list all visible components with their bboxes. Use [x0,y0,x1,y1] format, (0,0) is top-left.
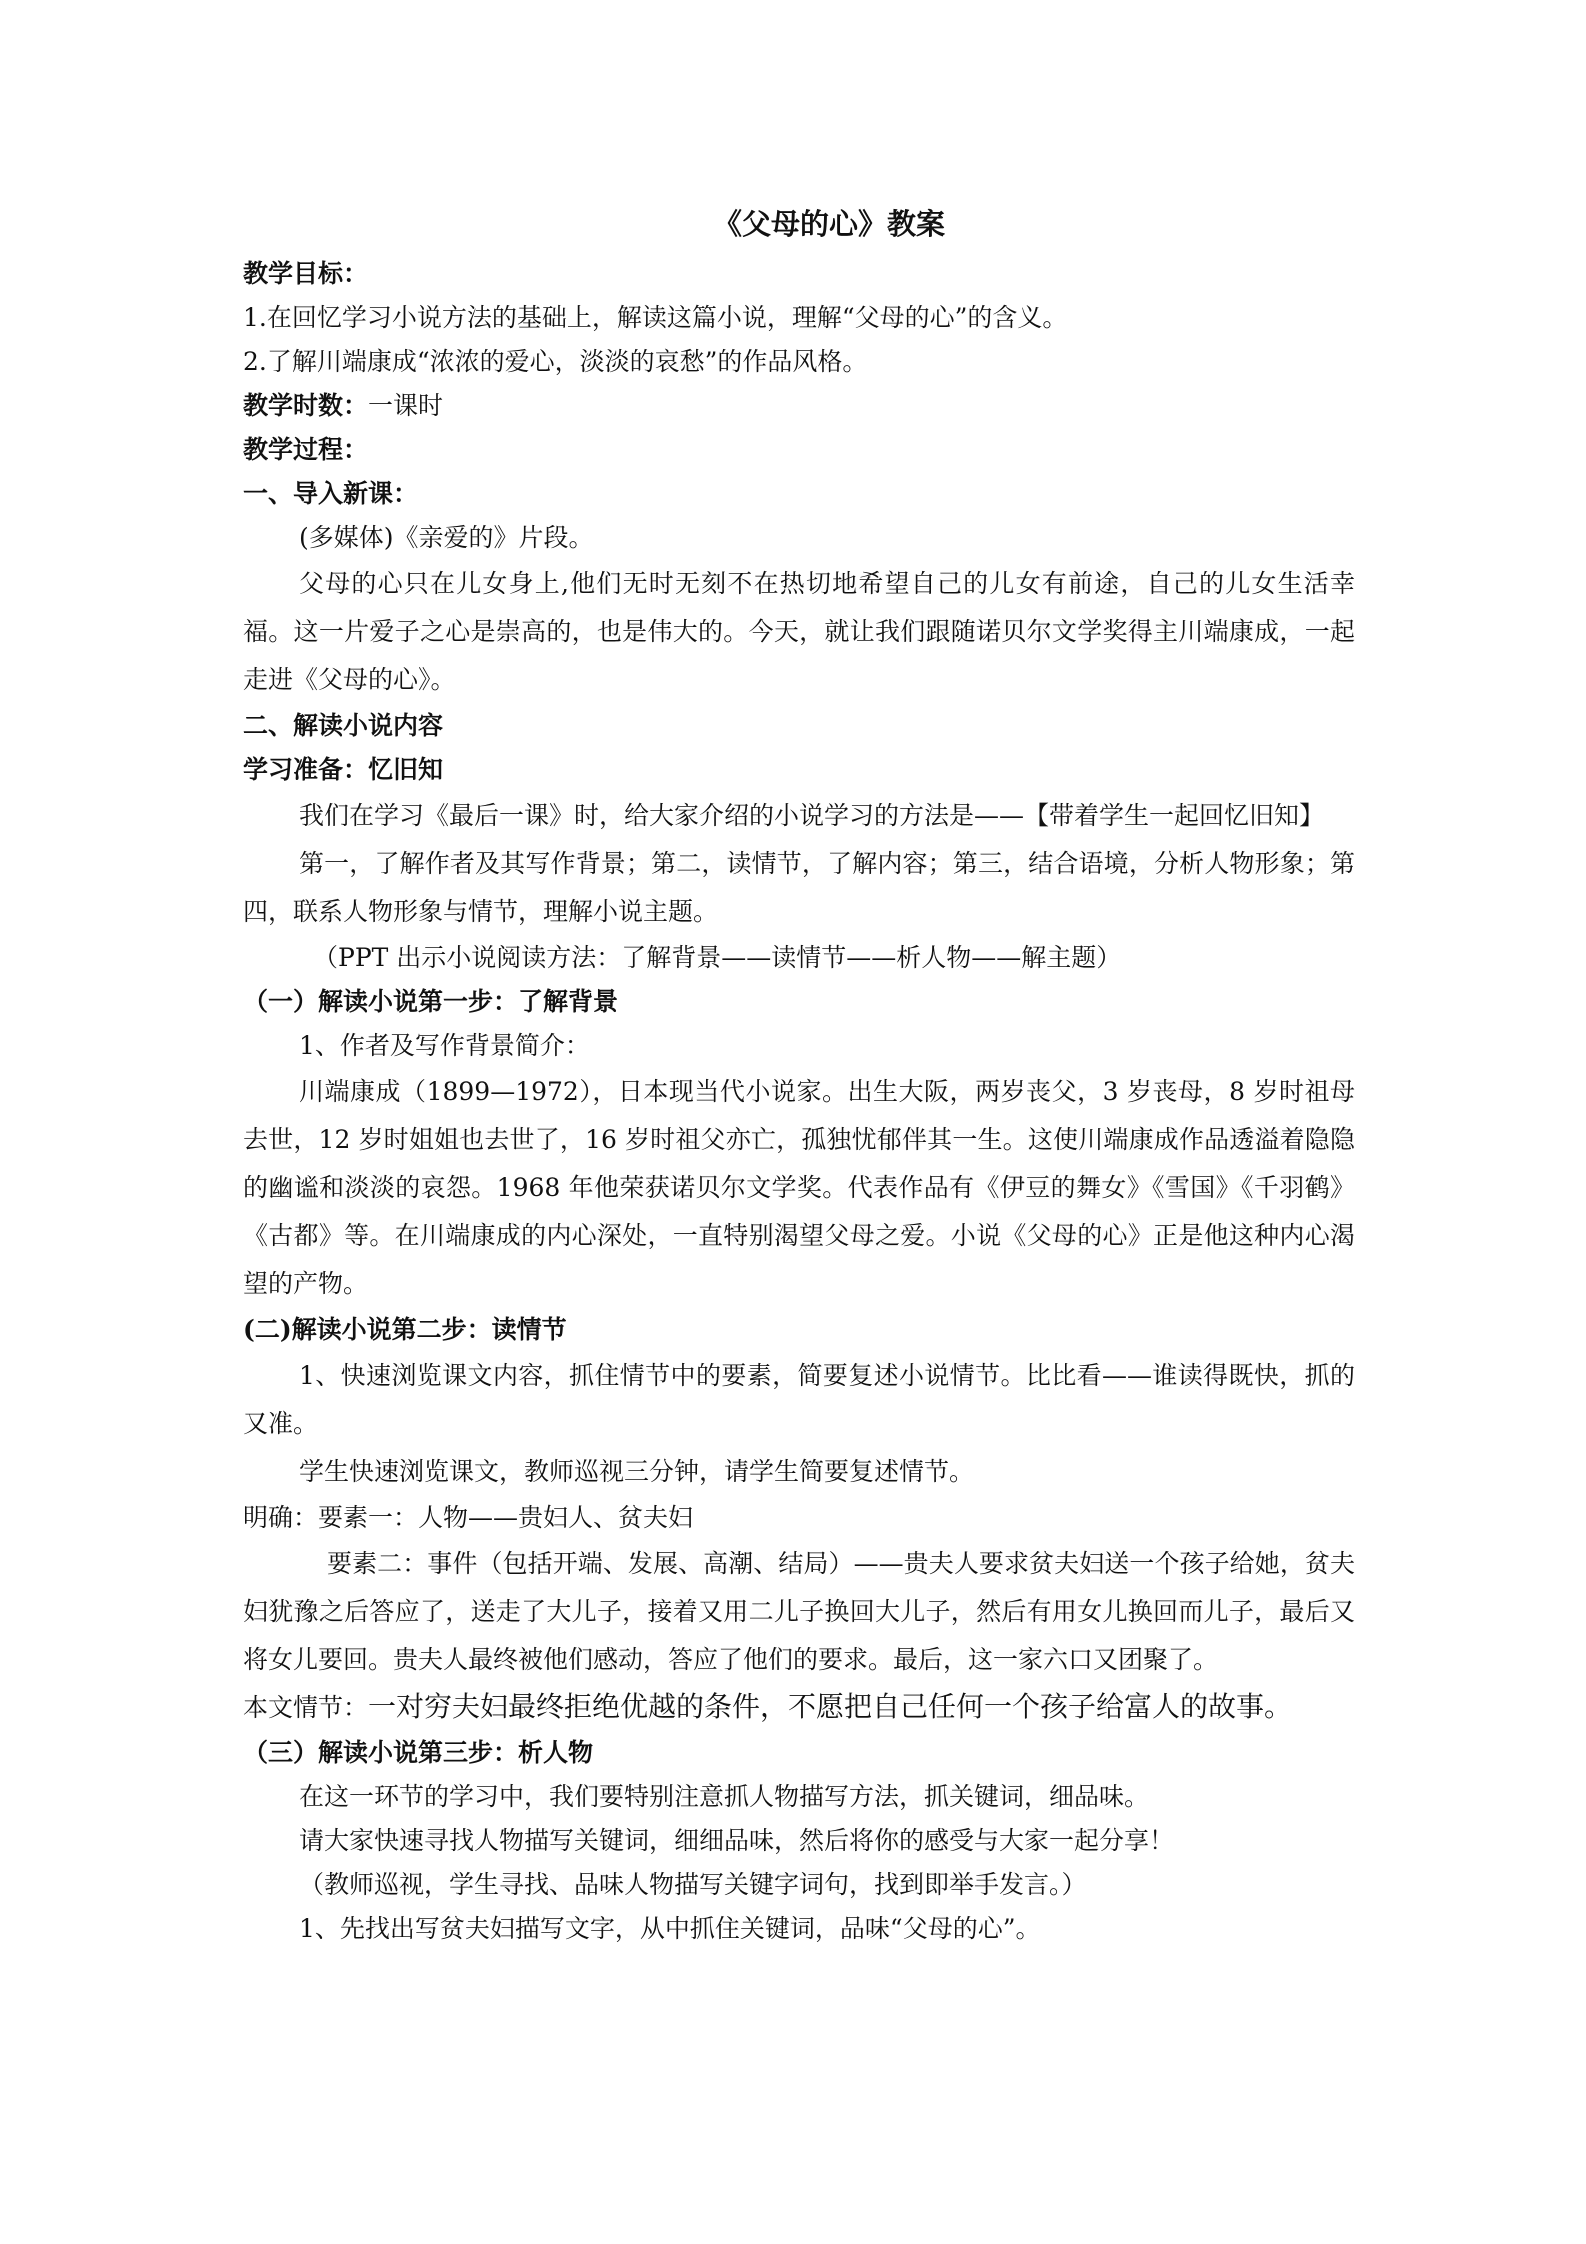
objective-1: 1.在回忆学习小说方法的基础上，解读这篇小说，理解“父母的心”的含义。 [243,303,1068,332]
clarify-line: 明确：要素一：人物——贵妇人、贫夫妇 [243,1503,694,1532]
hours-label: 教学时数： [243,391,369,420]
plot-summary [243,1684,1355,1731]
ppt-line: （PPT 出示小说阅读方法：了解背景——读情节——析人物——解主题） [313,943,1122,972]
prep-paragraph-2: 第一，了解作者及其写作背景；第二，读情节，了解内容；第三，结合语境，分析人物形象；第四，联系人物形象与情节，理解小说主题。 [243,849,1355,926]
plot-label: 本文情节： [243,1693,369,1722]
document-page [243,200,1355,1951]
page-title: 《父母的心》教案 [712,207,945,241]
section-2-heading: 二、解读小说内容 [243,711,444,740]
step-1-paragraph: 川端康成（1899—1972），日本现当代小说家。出生大阪，两岁丧父，3 岁丧母，8 岁时祖母去世，12 岁时姐姐也去世了，16 岁时祖父亦亡，孤独忧郁伴其一生。这使川端康成作品透溢着隐隐的幽谧和淡淡的哀怨。1968 年他荣获诺贝尔文学奖。代表作品有《伊豆的舞女》《雪国》《千羽鹤》《古都》等。在川端康成的内心深处，一直特别渴望父母之爱。小说《父母的心》正是他这种内心渴望的产物。 [243,1077,1355,1298]
step-3-paragraph-3: （教师巡视，学生寻找、品味人物描写关键字词句，找到即举手发言。） [299,1870,1087,1899]
step-3-paragraph-1: 在这一环节的学习中，我们要特别注意抓人物描写方法，抓关键词，细品味。 [299,1782,1150,1811]
section-1-media: (多媒体)《亲爱的》片段。 [299,523,594,552]
process-heading: 教学过程： [243,435,369,464]
section-1-heading: 一、导入新课： [243,479,419,508]
prep-paragraph-1: 我们在学习《最后一课》时，给大家介绍的小说学习的方法是——【带着学生一起回忆旧知】 [299,801,1325,830]
plot-text: 一对穷夫妇最终拒绝优越的条件，不愿把自己任何一个孩子给富人的故事。 [368,1690,1293,1723]
step-1-subheading: 1、作者及写作背景简介： [299,1031,590,1060]
step-2-paragraph-1: 1、快速浏览课文内容，抓住情节中的要素，简要复述小说情节。比比看——谁读得既快，抓的又准。 [243,1361,1355,1438]
section-1-paragraph: 父母的心只在儿女身上,他们无时无刻不在热切地希望自己的儿女有前途，自己的儿女生活幸福。这一片爱子之心是崇高的，也是伟大的。今天，就让我们跟随诺贝尔文学奖得主川端康成，一起走进《父母的心》。 [243,569,1355,694]
step-1-heading: （一）解读小说第一步：了解背景 [243,987,619,1016]
step-3-paragraph-4: 1、先找出写贫夫妇描写文字，从中抓住关键词，品味“父母的心”。 [299,1914,1041,1943]
prep-heading: 学习准备：忆旧知 [243,755,444,784]
objective-2: 2.了解川端康成“浓浓的爱心，淡淡的哀愁”的作品风格。 [243,347,868,376]
hours-value: 一课时 [368,391,444,420]
objectives-heading: 教学目标： [243,259,369,288]
step-2-paragraph-2: 学生快速浏览课文，教师巡视三分钟，请学生简要复述情节。 [299,1457,975,1486]
step-2-heading: (二)解读小说第二步：读情节 [243,1315,567,1344]
hours-line [243,384,1355,428]
element-2-paragraph: 要素二：事件（包括开端、发展、高潮、结局）——贵夫人要求贫夫妇送一个孩子给她，贫夫妇犹豫之后答应了，送走了大儿子，接着又用二儿子换回大儿子，然后有用女儿换回而儿子，最后又将女儿要回。贵夫人最终被他们感动，答应了他们的要求。最后，这一家六口又团聚了。 [243,1549,1355,1674]
step-3-paragraph-2: 请大家快速寻找人物描写关键词，细细品味，然后将你的感受与大家一起分享！ [299,1826,1175,1855]
step-3-heading: （三）解读小说第三步：析人物 [243,1738,594,1767]
